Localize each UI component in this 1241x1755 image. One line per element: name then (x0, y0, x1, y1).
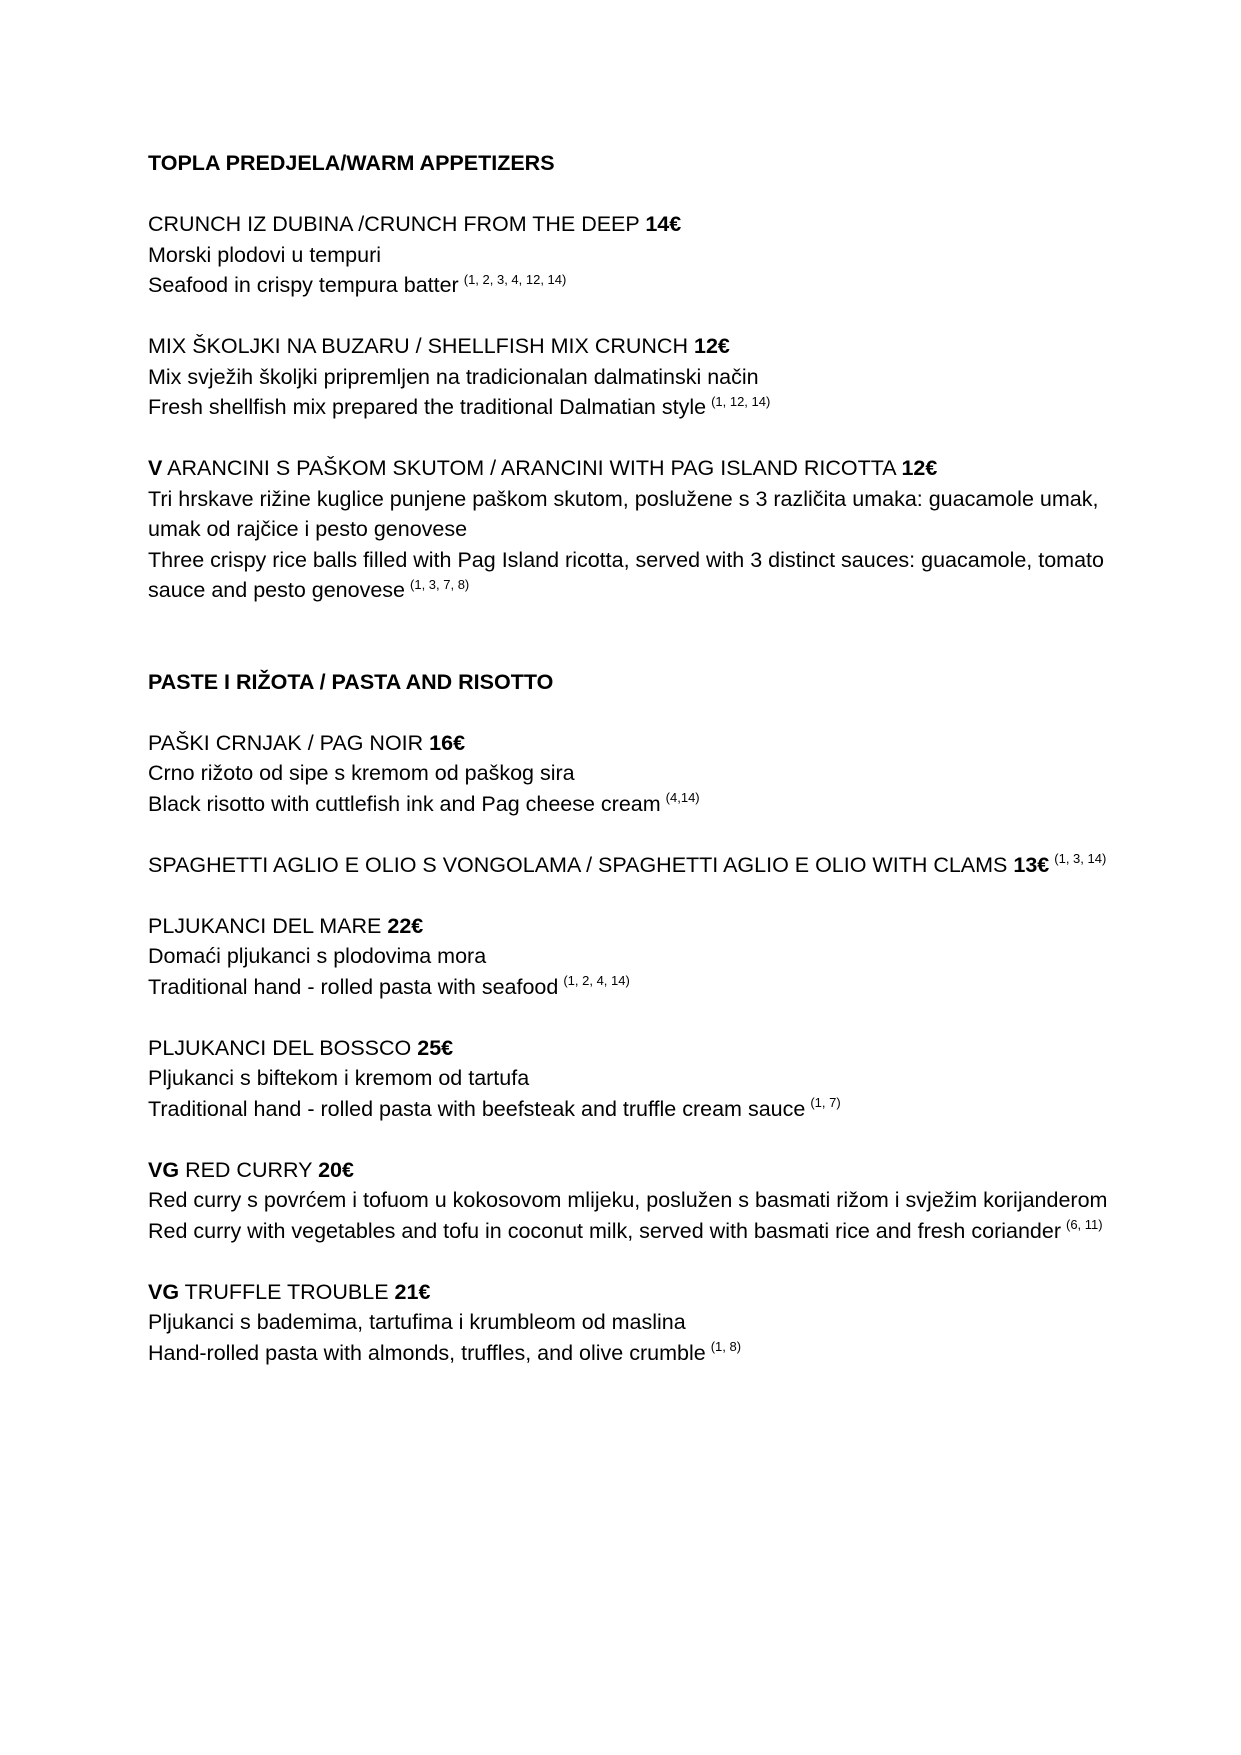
item-price: 12€ (901, 456, 938, 480)
item-price: 20€ (318, 1157, 354, 1182)
item-name: ARANCINI S PAŠKOM SKUTOM / ARANCINI WITH PAG ISLAND RICOTTA (167, 456, 896, 480)
item-name: CRUNCH IZ DUBINA /CRUNCH FROM THE DEEP (148, 212, 640, 236)
item-name: RED CURRY (185, 1157, 313, 1182)
item-price: 16€ (429, 730, 466, 755)
item-desc-hr: Tri hrskave rižine kuglice punjene paškom skutom, poslužene s 3 različita umaka: guacamole umak, umak od rajčice i pesto genovese (148, 486, 1099, 541)
item-desc-hr: Crno rižoto od sipe s kremom od paškog sira (148, 761, 575, 785)
menu-item-red-curry (148, 1155, 1108, 1247)
item-allergens: (1, 7) (810, 1095, 841, 1111)
item-allergens: (1, 2, 4, 14) (563, 973, 630, 989)
item-desc-hr: Pljukanci s bademima, tartufima i krumbleom od maslina (148, 1310, 686, 1334)
item-heading (148, 1033, 1108, 1064)
item-heading (148, 728, 1108, 759)
item-allergens: (1, 8) (710, 1339, 742, 1355)
item-desc-en (148, 789, 1108, 820)
item-heading (148, 331, 1108, 362)
item-name: TRUFFLE TROUBLE (184, 1279, 389, 1304)
item-desc-en-text: Hand-rolled pasta with almonds, truffles, and olive crumble (148, 1340, 706, 1365)
item-desc-en-text: Black risotto with cuttlefish ink and Pag cheese cream (148, 791, 661, 816)
item-heading (148, 1155, 1108, 1186)
item-desc-en-text: Traditional hand - rolled pasta with seafood (148, 974, 559, 999)
item-desc-en (148, 1338, 1108, 1369)
item-allergens: (6, 11) (1066, 1217, 1103, 1233)
item-price: 14€ (645, 212, 682, 236)
menu-item-pag-noir (148, 728, 1108, 820)
item-name: PAŠKI CRNJAK / PAG NOIR (148, 730, 424, 755)
menu-item-arancini (148, 453, 1108, 606)
item-name: SPAGHETTI AGLIO E OLIO S VONGOLAMA / SPAGHETTI AGLIO E OLIO WITH CLAMS (148, 852, 1008, 877)
item-desc-hr: Pljukanci s biftekom i kremom od tartufa (148, 1066, 530, 1090)
item-desc-en (148, 270, 1108, 301)
item-diet-tag: VG (148, 1279, 180, 1304)
item-diet-tag: VG (148, 1157, 180, 1182)
item-allergens: (1, 12, 14) (711, 393, 771, 409)
item-desc-en-text: Three crispy rice balls filled with Pag Island ricotta, served with 3 distinct sauces: guacamole, tomato sauce and pesto genovese (148, 547, 1104, 602)
item-desc-hr: Mix svježih školjki pripremljen na tradicionalan dalmatinski način (148, 364, 759, 389)
menu-item-spaghetti-clams (148, 850, 1108, 881)
item-desc-en-text: Traditional hand - rolled pasta with beefsteak and truffle cream sauce (148, 1096, 806, 1121)
item-price: 25€ (417, 1035, 454, 1060)
item-price: 13€ (1013, 852, 1050, 877)
item-price: 12€ (693, 334, 730, 358)
menu-item-pljukanci-del-bossco (148, 1033, 1108, 1125)
menu-item-shellfish-mix (148, 331, 1108, 423)
item-desc-hr: Domaći pljukanci s plodovima mora (148, 944, 487, 968)
item-desc-hr: Morski plodovi u tempuri (148, 242, 382, 267)
menu-content (148, 148, 1108, 1368)
item-desc-en-text: Seafood in crispy tempura batter (148, 273, 459, 297)
item-allergens: (1, 3, 7, 8) (410, 576, 470, 592)
item-heading (148, 453, 1108, 484)
section-title-pasta-and-risotto: PASTE I RIŽOTA / PASTA AND RISOTTO (148, 669, 554, 694)
item-desc-en (148, 545, 1108, 606)
menu-item-truffle-trouble (148, 1277, 1108, 1369)
item-desc-en (148, 972, 1108, 1003)
item-desc-en (148, 392, 1108, 423)
item-desc-en-text: Red curry with vegetables and tofu in coconut milk, served with basmati rice and fresh coriander (148, 1218, 1061, 1243)
item-heading (148, 209, 1108, 240)
menu-item-crunch-from-the-deep (148, 209, 1108, 301)
item-name: PLJUKANCI DEL MARE (148, 913, 382, 938)
item-desc-en (148, 1094, 1108, 1125)
item-name: MIX ŠKOLJKI NA BUZARU / SHELLFISH MIX CRUNCH (148, 334, 688, 358)
item-allergens: (1, 3, 14) (1054, 851, 1107, 867)
item-desc-en (148, 1216, 1108, 1247)
item-heading (148, 850, 1108, 881)
menu-item-pljukanci-del-mare (148, 911, 1108, 1003)
item-desc-hr: Red curry s povrćem i tofuom u kokosovom mlijeku, poslužen s basmati rižom i svježim korijanderom (148, 1188, 1108, 1212)
item-price: 21€ (394, 1279, 431, 1304)
item-desc-en-text: Fresh shellfish mix prepared the traditional Dalmatian style (148, 395, 707, 419)
item-allergens: (4,14) (665, 790, 700, 806)
item-name: PLJUKANCI DEL BOSSCO (148, 1035, 412, 1060)
item-price: 22€ (387, 913, 424, 938)
item-heading (148, 1277, 1108, 1308)
item-allergens: (1, 2, 3, 4, 12, 14) (463, 271, 567, 287)
section-title-warm-appetizers: TOPLA PREDJELA/WARM APPETIZERS (148, 151, 555, 175)
item-heading (148, 911, 1108, 942)
item-diet-tag: V (148, 456, 163, 480)
